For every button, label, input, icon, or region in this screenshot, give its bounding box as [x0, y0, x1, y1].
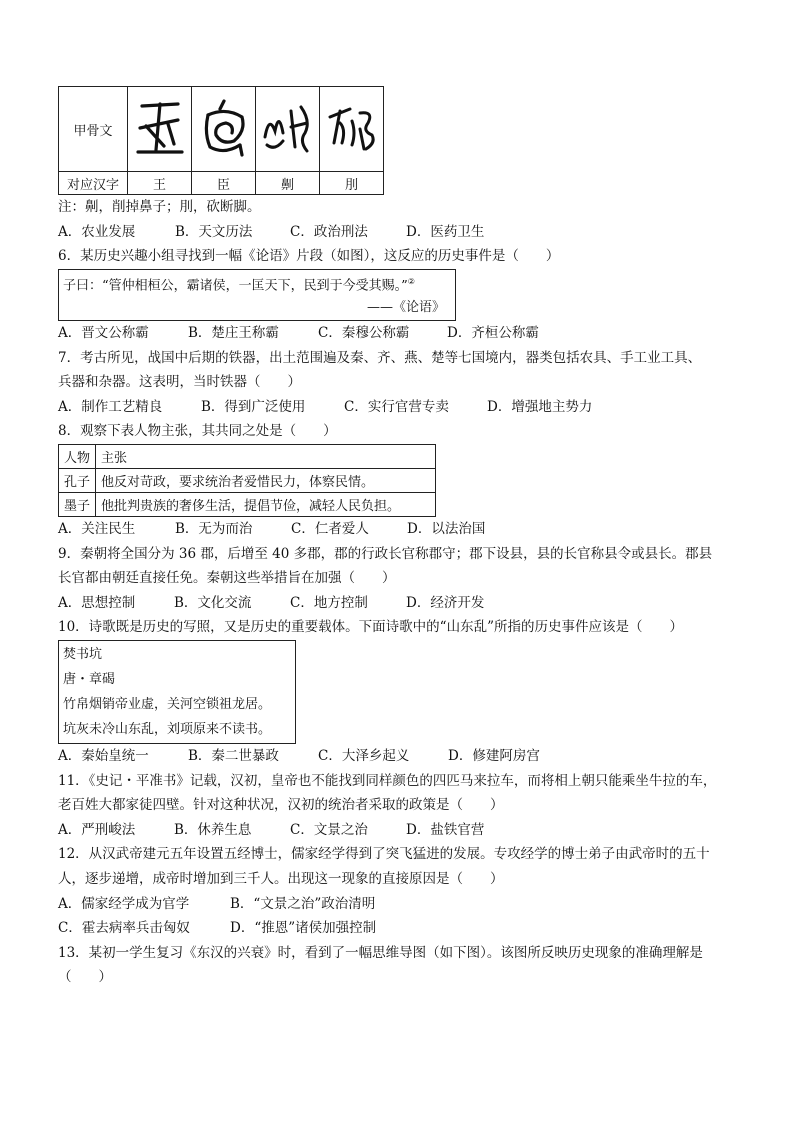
q8-cell: 他批判贵族的奢侈生活，提倡节俭，减轻人民负担。 [96, 493, 436, 517]
q10-stem: 10．诗歌既是历史的写照，又是历史的重要载体。下面诗歌中的“山东乱”所指的历史事件应该是（ ） [58, 619, 683, 636]
oracle-chen-icon [192, 87, 256, 172]
oracle-char: 劓 [256, 172, 320, 195]
q12-stem-cont: 人，逐步递增，成帝时增加到三千人。出现这一现象的直接原因是（ ） [58, 871, 504, 888]
option[interactable]: D．齐桓公称霸 [447, 325, 539, 342]
option[interactable]: B．无为而治 [175, 521, 253, 538]
option[interactable]: A．思想控制 [58, 594, 136, 611]
q10-poem-box [58, 640, 296, 744]
q8-header: 人物 [59, 445, 96, 469]
option[interactable]: A．晋文公称霸 [58, 325, 149, 342]
option[interactable]: B．天文历法 [175, 223, 253, 240]
q9-options [58, 591, 748, 616]
q8-options [58, 517, 748, 542]
oracle-row-label: 甲骨文 [59, 87, 128, 172]
option[interactable]: C．政治刑法 [290, 223, 368, 240]
option[interactable]: A．农业发展 [58, 223, 136, 240]
option[interactable]: C．实行官营专卖 [344, 398, 449, 415]
q13-stem-cont: （ ） [58, 969, 112, 986]
option[interactable]: A．儒家经学成为官学 [58, 895, 190, 912]
q8-stem: 8．观察下表人物主张，其共同之处是（ ） [58, 423, 337, 440]
option[interactable]: B．休养生息 [174, 821, 252, 838]
q7-options [58, 395, 748, 420]
option[interactable]: A．制作工艺精良 [58, 398, 163, 415]
q12-options-row2 [58, 916, 748, 941]
oracle-table [58, 86, 384, 195]
q8-table [58, 444, 436, 517]
q6-quote-mark: ② [407, 276, 415, 286]
q11-stem: 11．《史记・平准书》记载，汉初，皇帝也不能找到同样颜色的四匹马来拉车，而将相上朝只能乘坐牛拉的车， [58, 772, 717, 789]
option[interactable]: B．文化交流 [174, 594, 252, 611]
q12-stem: 12．从汉武帝建元五年设置五经博士，儒家经学得到了突飞猛进的发展。专攻经学的博士弟子由武帝时的五十 [58, 846, 710, 863]
q7-stem-cont: 兵器和杂器。这表明，当时铁器（ ） [58, 374, 301, 391]
option[interactable]: C．大泽乡起义 [318, 748, 410, 765]
q11-stem-cont: 老百姓大都家徒四壁。针对这种状况，汉初的统治者采取的政策是（ ） [58, 797, 504, 814]
q6-quote-box [58, 269, 456, 321]
option[interactable]: A．秦始皇统一 [58, 748, 149, 765]
oracle-char: 臣 [192, 172, 256, 195]
option[interactable]: C．霍去病率兵击匈奴 [58, 920, 190, 937]
q6-options [58, 321, 748, 346]
option[interactable]: C．秦穆公称霸 [318, 325, 410, 342]
poem-title: 焚书坑 [63, 647, 103, 663]
q5-options [58, 220, 748, 245]
q8-header: 主张 [96, 445, 436, 469]
oracle-char: 刖 [320, 172, 384, 195]
poem-line: 坑灰未冷山东乱，刘项原来不读书。 [63, 722, 272, 738]
oracle-yue-icon [320, 87, 384, 172]
option[interactable]: D．以法治国 [407, 521, 486, 538]
option[interactable]: B．“文景之治”政治清明 [230, 895, 376, 912]
oracle-wang-icon [128, 87, 192, 172]
option[interactable]: D．修建阿房宫 [448, 748, 540, 765]
q6-source: ——《论语》 [366, 300, 445, 316]
q9-stem: 9．秦朝将全国分为 36 郡，后增至 40 多郡，郡的行政长官称郡守；郡下设县，县的长官称县令或县长。郡县 [58, 545, 713, 562]
q8-cell: 墨子 [59, 493, 96, 517]
poem-line: 竹帛烟销帝业虚，关河空锁祖龙居。 [63, 697, 272, 713]
option[interactable]: D．医药卫生 [406, 223, 485, 240]
oracle-char: 王 [128, 172, 192, 195]
q10-options [58, 744, 748, 769]
option[interactable]: D．“推恩”诸侯加强控制 [230, 920, 377, 937]
q11-options [58, 818, 748, 843]
poem-author: 唐・章碣 [63, 672, 116, 688]
q8-cell: 他反对苛政，要求统治者爱惜民力，体察民情。 [96, 469, 436, 493]
q13-stem: 13．某初一学生复习《东汉的兴衰》时，看到了一幅思维导图（如下图）。该图所反映历史现象的准确理解是 [58, 944, 703, 961]
q8-cell: 孔子 [59, 469, 96, 493]
q9-stem-cont: 长官都由朝廷直接任免。秦朝这些举措旨在加强（ ） [58, 570, 396, 587]
q12-options-row1 [58, 892, 748, 917]
option[interactable]: B．秦二世暴政 [188, 748, 279, 765]
option[interactable]: D．经济开发 [406, 594, 485, 611]
option[interactable]: C．地方控制 [290, 594, 368, 611]
option[interactable]: D．增强地主势力 [487, 398, 593, 415]
option[interactable]: B．得到广泛使用 [201, 398, 306, 415]
q6-stem: 6．某历史兴趣小组寻找到一幅《论语》片段（如图），这反应的历史事件是（ ） [58, 248, 560, 265]
oracle-note: 注：劓，削掉鼻子；刖，砍断脚。 [58, 199, 261, 215]
option[interactable]: C．文景之治 [290, 821, 368, 838]
option[interactable]: D．盐铁官营 [406, 821, 485, 838]
q6-quote: 子曰：“管仲相桓公，霸诸侯，一匡天下，民到于今受其赐。” [63, 278, 408, 294]
option[interactable]: B．楚庄王称霸 [188, 325, 279, 342]
q7-stem: 7．考古所见，战国中后期的铁器，出土范围遍及秦、齐、燕、楚等七国境内，器类包括农具、手工业工具、 [58, 349, 702, 366]
exam-page [58, 86, 748, 990]
option[interactable]: A．关注民生 [58, 521, 136, 538]
option[interactable]: C．仁者爱人 [291, 521, 369, 538]
oracle-yi-icon [256, 87, 320, 172]
option[interactable]: A．严刑峻法 [58, 821, 136, 838]
oracle-char-label: 对应汉字 [59, 172, 128, 195]
